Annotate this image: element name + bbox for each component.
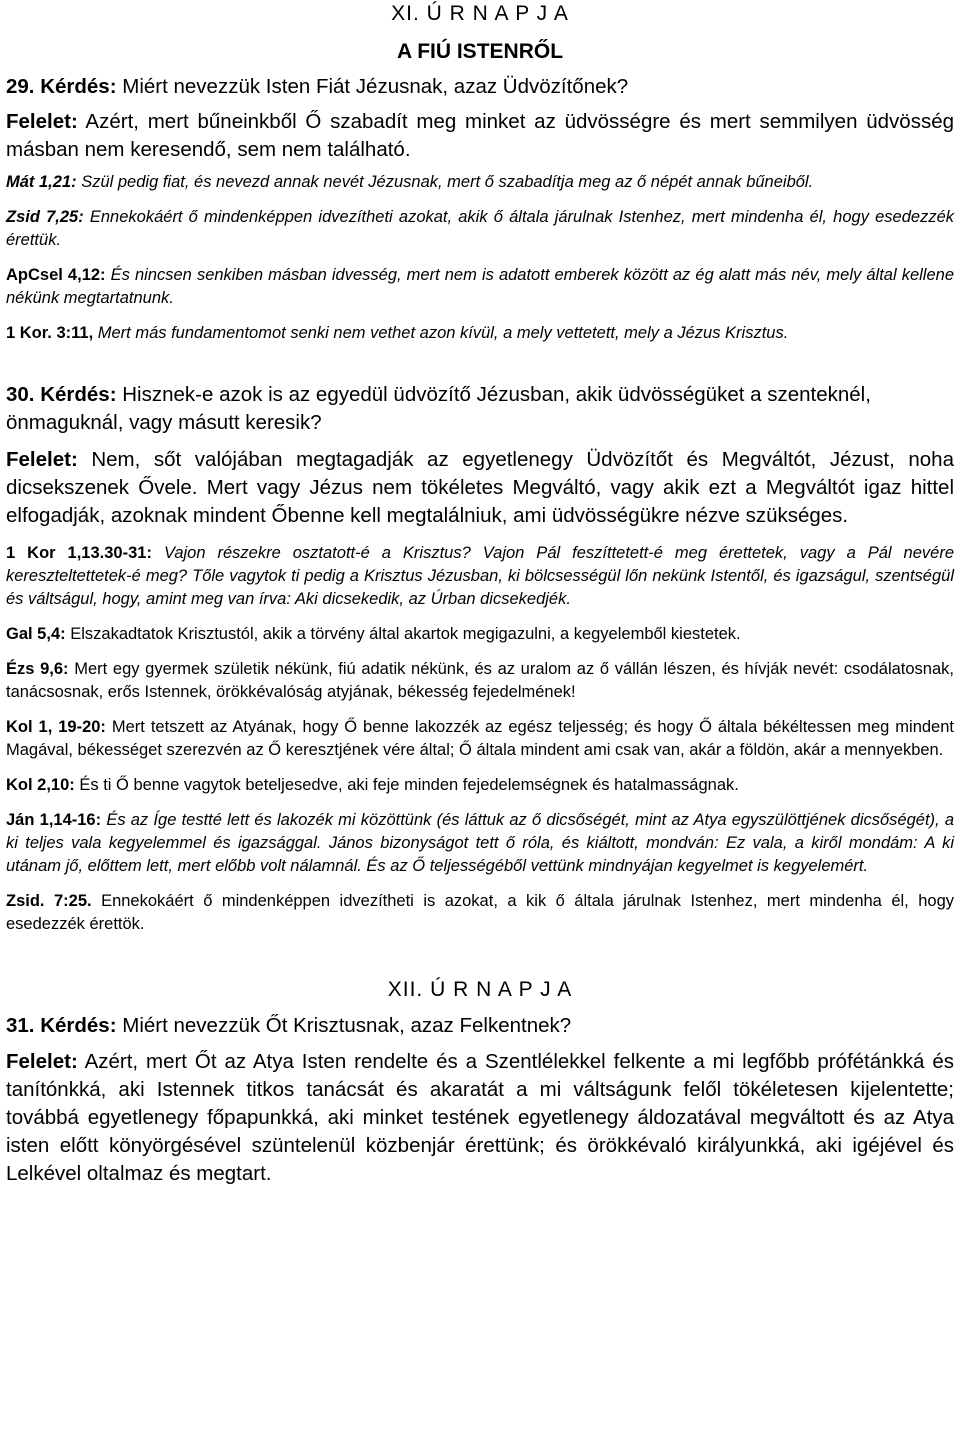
question-number: 29.	[6, 75, 35, 98]
question-text: Miért nevezzük Isten Fiát Jézusnak, azaz Üdvözítőnek?	[122, 75, 629, 98]
ref-text: Vajon részekre osztatott-é a Krisztus? Vajon Pál feszíttetett-é meg érettetek, vagy a Pál nevére kereszteltettetek-é meg? Tőle vagytok ti pedig a Krisztus Jézusban, ki bölcsességül lőn nekünk Istentől, és igazságul, szentségül és váltságul, hogy, amint meg van írva: Aki dicsekedik, az Úrban dicsekedjék.	[6, 544, 954, 608]
ref-citation: Mát 1,21:	[6, 173, 77, 191]
ref-text: Mert más fundamentomot senki nem vethet azon kívül, a mely vettetett, mely a Jézus Krisztus.	[97, 324, 789, 342]
ref-text: Mert egy gyermek születik nékünk, fiú adatik nékünk, és az uralom az ő vállán lészen, és hívják nevét: csodálatosnak, tanácsosnak, erős Istennek, örökkévalóság atyjának, békesség fejedelmének!	[6, 660, 954, 701]
scripture-ref	[6, 716, 954, 762]
answer-text: Azért, mert Őt az Atya Isten rendelte és a Szentlélekkel felkente a mi legfőbb prófétánkká és tanítónkká, aki Istennek titkos tanácsát és akaratát a mi váltságunk felől tökéletesen kijelentette; továbbá egyetlenegy főpapunkká, aki minket testének egyetlenegy áldozatával megváltott és az Atya isten előtt könyörgésével szüntelenül közbenjár érettünk; és örökkévaló királyunkká, aki igéjével és Lelkével oltalmaz és megtart.	[6, 1050, 954, 1185]
scripture-ref	[6, 658, 954, 704]
answer-label: Felelet:	[6, 448, 78, 471]
scripture-ref	[6, 623, 954, 646]
chapter-heading-12: XII. Ú R N A P J A	[387, 978, 573, 1001]
ref-citation: Kol 2,10:	[6, 776, 75, 794]
ref-text: És nincsen senkiben másban idvesség, mert nem is adatott emberek között az ég alatt más név, mely által kellene nékünk megtartatnunk.	[6, 266, 954, 307]
answer-text: Azért, mert bűneinkből Ő szabadít meg minket az üdvösségre és mert semmilyen üdvösség másban nem keresendő, sem nem található.	[6, 110, 954, 161]
answer-label: Felelet:	[6, 1050, 78, 1073]
question-29	[6, 73, 954, 101]
chapter-title: A FIÚ ISTENRŐL	[396, 40, 564, 63]
scripture-ref	[6, 322, 954, 345]
ref-citation: Kol 1, 19-20:	[6, 718, 106, 736]
ref-citation: Zsid. 7:25.	[6, 892, 92, 910]
question-label: Kérdés:	[40, 1014, 117, 1037]
ref-text: Ennekokáért ő mindenképpen idvezítheti azokat, akik ő általa járulnak Istenhez, mert mindenha él, hogy esedezzék érettük.	[6, 208, 954, 249]
answer-text: Nem, sőt valójában megtagadják az egyetlenegy Üdvözítőt és Megváltót, Jézust, noha dicsekszenek Ővele. Mert vagy Jézus nem tökéletes Megváltó, vagy akik ezt a Megváltót igaz hittel elfogadják, azoknak mindent Őbenne kell megtalálniuk, ami üdvösségükre nézve szükséges.	[6, 448, 954, 527]
question-text: Miért nevezzük Őt Krisztusnak, azaz Felkentnek?	[122, 1014, 572, 1037]
scripture-ref	[6, 171, 954, 194]
question-number: 30.	[6, 383, 35, 406]
ref-text: Szül pedig fiat, és nevezd annak nevét Jézusnak, mert ő szabadítja meg az ő népét annak bűneiből.	[81, 173, 814, 191]
question-label: Kérdés:	[40, 383, 117, 406]
scripture-ref	[6, 890, 954, 936]
ref-citation: 1 Kor 1,13.30-31:	[6, 544, 152, 562]
ref-text: Mert tetszett az Atyának, hogy Ő benne lakozzék az egész teljesség; és hogy Ő általa békéltessen meg mindent Magával, békességet szerezvén az Ő keresztjének vére által; Ő általa mindent ami csak van, akár a földön, akár a mennyekben.	[6, 718, 954, 759]
question-30	[6, 381, 954, 437]
ref-citation: Zsid 7,25:	[6, 208, 84, 226]
ref-citation: ApCsel 4,12:	[6, 266, 106, 284]
scripture-ref	[6, 774, 954, 797]
answer-label: Felelet:	[6, 110, 78, 133]
question-text: Hisznek-e azok is az egyedül üdvözítő Jézusban, akik üdvösségüket a szenteknél, önmaguknál, vagy másutt keresik?	[6, 383, 871, 434]
ref-text: És ti Ő benne vagytok beteljesedve, aki feje minden fejedelemségnek és hatalmasságnak.	[79, 776, 739, 794]
scripture-ref	[6, 206, 954, 252]
ref-text: Elszakadtatok Krisztustól, akik a törvény által akartok megigazulni, a kegyelemből kiestetek.	[70, 625, 741, 643]
scripture-ref	[6, 542, 954, 611]
question-31	[6, 1012, 954, 1040]
question-number: 31.	[6, 1014, 35, 1037]
ref-citation: Gal 5,4:	[6, 625, 66, 643]
ref-text: És az Íge testté lett és lakozék mi közöttünk (és láttuk az ő dicsőségét, mint az Atya egyszülöttjének dicsőségét), a ki teljes vala kegyelemmel és igazsággal. János bizonyságot tett ő róla, és kiáltott, mondván: Ez vala, a kiről mondám: A ki utánam jő, előttem lett, mert előbb volt nálamnál. És az Ő teljességéből vettünk mindnyájan kegyelmet is kegyelemért.	[6, 811, 954, 875]
chapter-heading-11: XI. Ú R N A P J A	[391, 2, 569, 25]
ref-citation: Ézs 9,6:	[6, 660, 69, 678]
scripture-ref	[6, 264, 954, 310]
ref-citation: 3:11,	[56, 324, 94, 342]
ref-citation: Ján 1,14-16:	[6, 811, 102, 829]
scripture-ref	[6, 809, 954, 878]
answer-31	[6, 1048, 954, 1188]
answer-30	[6, 446, 954, 530]
answer-29	[6, 108, 954, 164]
ref-text: Ennekokáért ő mindenképpen idvezítheti is azokat, a kik ő általa járulnak Istenhez, mert mindenha él, hogy esedezzék érettök.	[6, 892, 954, 933]
ref-citation: 1 Kor.	[6, 324, 52, 342]
question-label: Kérdés:	[40, 75, 117, 98]
